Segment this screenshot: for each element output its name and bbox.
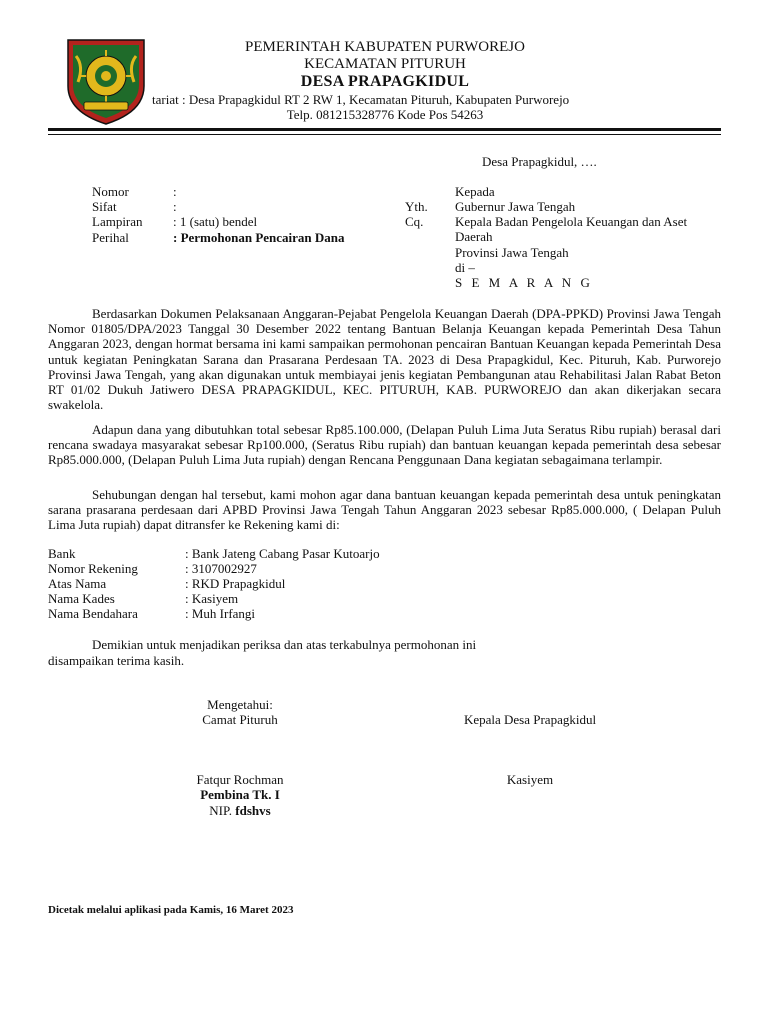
nip-label: NIP. bbox=[209, 803, 233, 818]
nomor-label: Nomor bbox=[92, 184, 129, 199]
account-number-value: : 3107002927 bbox=[185, 561, 257, 576]
place-date: Desa Prapagkidul, …. bbox=[482, 154, 597, 169]
recipient-di: di – bbox=[455, 260, 475, 275]
recipient-province: Provinsi Jawa Tengah bbox=[455, 245, 569, 260]
recipient-agency: Kepala Badan Pengelola Keuangan dan Aset Daerah bbox=[455, 214, 688, 245]
letterhead-district: KECAMATAN PITURUH bbox=[304, 56, 466, 72]
village-head-value: : Kasiyem bbox=[185, 591, 239, 606]
treasurer-value: : Muh Irfangi bbox=[185, 606, 256, 621]
body-paragraph-1: Berdasarkan Dokumen Pelaksanaan Anggaran-Pejabat Pengelola Keuangan Daerah (DPA-PPKD) Provinsi Jawa Tengah Nomor 01805/DPA/2023 Tanggal 30 Desember 2022 tentang Bantuan Belanja Keuangan kepada Pemerintah Desa Tahun Anggaran 2023, dengan hormat bersama ini kami sampaikan permohonan pencairan Bantuan Keuangan kepada Pemerintah Desa untuk kegiatan Peningkatan Sarana dan Prasarana Perdesaan TA. 2023 di Desa Prapagkidul, Kec. Pituruh, Kab. Purworejo Provinsi Jawa Tengah, yang akan digunakan untuk membiayai jenis kegiatan Pembangunan atau Rehabilitasi Jalan Rabat Beton RT 01/02 Dukuh Jatiwero DESA PRAPAGKIDUL, KEC. PITURUH, KAB. PURWOREJO dan akan dikerjakan secara swakelola. bbox=[48, 306, 721, 413]
village-head-label: Nama Kades bbox=[48, 591, 115, 606]
account-number-label: Nomor Rekening bbox=[48, 561, 138, 576]
letterhead-government: PEMERINTAH KABUPATEN PURWOREJO bbox=[245, 39, 525, 55]
nip-value: fdshvs bbox=[235, 803, 271, 818]
letterhead-rule-thin bbox=[48, 134, 721, 135]
letterhead-address: tariat : Desa Prapagkidul RT 2 RW 1, Kecamatan Pituruh, Kabupaten Purworejo bbox=[152, 92, 570, 107]
bank-label: Bank bbox=[48, 546, 76, 561]
perihal-value: : Permohonan Pencairan Dana bbox=[173, 230, 345, 245]
bank-value: : Bank Jateng Cabang Pasar Kutoarjo bbox=[185, 546, 380, 561]
camat-nip bbox=[150, 803, 330, 818]
village-head-name: Kasiyem bbox=[506, 772, 554, 787]
village-head-title: Kepala Desa Prapagkidul bbox=[463, 712, 597, 727]
closing-line-1: Demikian untuk menjadikan periksa dan atas terkabulnya permohonan ini bbox=[92, 637, 477, 652]
closing-line-2: disampaikan terima kasih. bbox=[48, 653, 185, 668]
camat-title: Camat Pituruh bbox=[202, 712, 278, 727]
recipient-kepada: Kepada bbox=[455, 184, 495, 199]
recipient-yth: Yth. bbox=[405, 199, 428, 214]
sifat-value: : bbox=[173, 199, 177, 214]
acknowledged-label: Mengetahui: bbox=[207, 697, 273, 712]
recipient-city: S E M A R A N G bbox=[455, 275, 593, 290]
printed-note: Dicetak melalui aplikasi pada Kamis, 16 Maret 2023 bbox=[48, 904, 294, 916]
account-name-value: : RKD Prapagkidul bbox=[185, 576, 286, 591]
camat-name: Fatqur Rochman bbox=[196, 772, 284, 787]
sifat-label: Sifat bbox=[92, 199, 117, 214]
recipient-governor: Gubernur Jawa Tengah bbox=[455, 199, 576, 214]
letterhead-village: DESA PRAPAGKIDUL bbox=[300, 73, 470, 90]
nomor-value: : bbox=[173, 184, 177, 199]
letterhead-phone: Telp. 081215328776 Kode Pos 54263 bbox=[286, 107, 484, 122]
perihal-label: Perihal bbox=[92, 230, 129, 245]
letterhead-rule-thick bbox=[48, 128, 721, 131]
lampiran-value: : 1 (satu) bendel bbox=[173, 214, 258, 229]
body-paragraph-3: Sehubungan dengan hal tersebut, kami mohon agar dana bantuan keuangan kepada pemerintah desa untuk peningkatan sarana prasarana perdesaan dari APBD Provinsi Jawa Tengah Tahun Anggaran 2023 sebesar Rp85.000.000, ( Delapan Puluh Lima Juta rupiah) dapat ditransfer ke Rekening kami di: bbox=[48, 487, 721, 533]
camat-rank: Pembina Tk. I bbox=[200, 787, 280, 802]
lampiran-label: Lampiran bbox=[92, 214, 143, 229]
recipient-cq: Cq. bbox=[405, 214, 424, 229]
account-name-label: Atas Nama bbox=[48, 576, 107, 591]
regency-emblem-logo bbox=[62, 36, 150, 126]
body-paragraph-2: Adapun dana yang dibutuhkan total sebesar Rp85.100.000, (Delapan Puluh Lima Juta Seratus Ribu rupiah) berasal dari rencana swadaya masyarakat sebesar Rp100.000, (Seratus Ribu rupiah) dan bantuan keuangan kepada pemerintah desa sebesar Rp85.000.000, (Delapan Puluh Lima Juta rupiah) dengan Rencana Penggunaan Dana kegiatan sebagaimana terlampir. bbox=[48, 422, 721, 468]
treasurer-label: Nama Bendahara bbox=[48, 606, 138, 621]
